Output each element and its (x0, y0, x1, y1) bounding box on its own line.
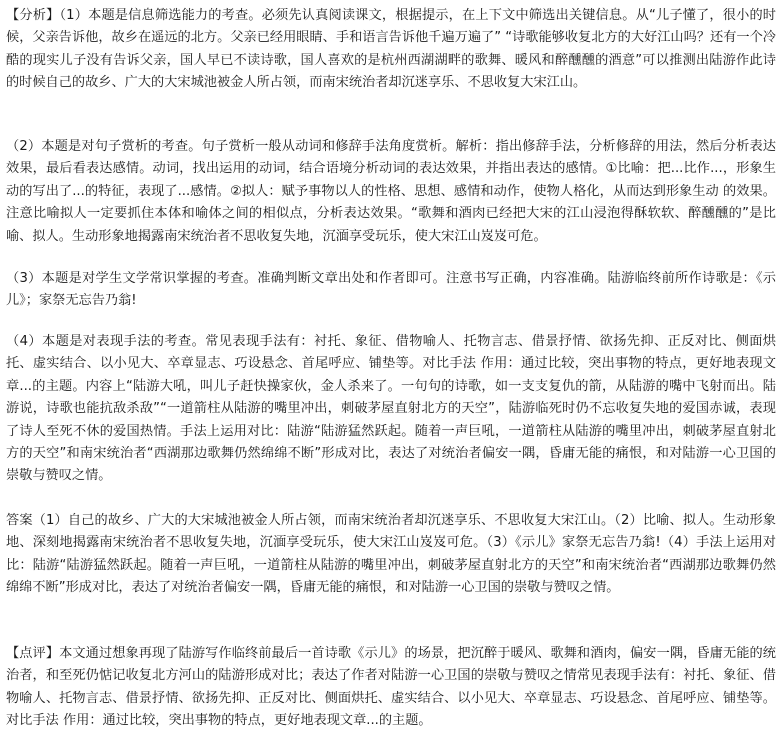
analysis-paragraph-4: （4）本题是对表现手法的考查。常见表现手法有：衬托、象征、借物喻人、托物言志、借景抒情、欲扬先抑、正反对比、侧面烘托、虚实结合、以小见大、卒章显志、巧设悬念、首尾呼应、铺垫等。对比手法 作用：通过比较，突出事物的特点，更好地表现文章...的主题。内容上“陆游大吼，叫儿子赶快操家伙，金人杀来了。一句句的诗歌，如一支支复仇的箭，从陆游的嘴中飞射而出。陆游说，诗歌也能抗敌杀敌”“一道箭柱从陆游的嘴里冲出，刺破茅屋直射北方的天空”，陆游临死时仍不忘收复失地的爱国赤诚，表现了诗人至死不休的爱国热情。手法上运用对比：陆游“陆游猛然跃起。随着一声巨吼，一道箭柱从陆游的嘴里冲出，刺破茅屋直射北方的天空”和南宋统治者“西湖那边歌舞仍然绵绵不断”形成对比，表达了对统治者偏安一隅，昏庸无能的痛恨，和对陆游一心卫国的崇敬与赞叹之情。 (6, 334, 776, 484)
analysis-paragraph-3: （3）本题是对学生文学常识掌握的考查。准确判断文章出处和作者即可。注意书写正确，内容准确。陆游临终前所作诗歌是：《示儿》；家祭无忘告乃翁! (6, 271, 776, 309)
answer-paragraph: 答案（1）自己的故乡、广大的大宋城池被金人所占领，而南宋统治者却沉迷享乐、不思收复大宋江山。（2）比喻、拟人。生动形象地、深刻地揭露南宋统治者不思收复失地，沉湎享受玩乐，使大宋江山岌岌可危。（3）《示儿》家祭无忘告乃翁!（4）手法上运用对比：陆游“陆游猛然跃起。随着一声巨吼，一道箭柱从陆游的嘴里冲出，刺破茅屋直射北方的天空”和南宋统治者“西湖那边歌舞仍然绵绵不断”形成对比，表达了对统治者偏安一隅，昏庸无能的痛恨，和对陆游一心卫国的崇敬与赞叹之情。 (6, 513, 776, 596)
comment-paragraph: 【点评】本文通过想象再现了陆游写作临终前最后一首诗歌《示儿》的场景，把沉醉于暖风、歌舞和酒肉，偏安一隅，昏庸无能的统治者，和至死仍惦记收复北方河山的陆游形成对比；表达了作者对陆游一心卫国的崇敬与赞叹之情常见表现手法有：衬托、象征、借物喻人、托物言志、借景抒情、欲扬先抑、正反对比、侧面烘托、虚实结合、以小见大、卒章显志、巧设悬念、首尾呼应、铺垫等。对比手法 作用：通过比较，突出事物的特点，更好地表现文章...的主题。 (6, 646, 776, 729)
analysis-paragraph-2: （2）本题是对句子赏析的考查。句子赏析一般从动词和修辞手法角度赏析。解析：指出修辞手法，分析修辞的用法，然后分析表达效果，最后看表达感情。动词，找出运用的动词，结合语境分析动词的表达效果，并指出表达的感情。①比喻：把...比作...，形象生动的写出了...的特征，表现了...感情。②拟人：赋予事物以人的性格、思想、感情和动作，使物人格化，从而达到形象生动 的效果。注意比喻拟人一定要抓住本体和喻体之间的相似点，分析表达效果。“歌舞和酒肉已经把大宋的江山浸泡得酥软软、醉醺醺的”是比喻、拟人。生动形象地揭露南宋统治者不思收复失地，沉湎享受玩乐，使大宋江山岌岌可危。 (6, 139, 776, 244)
analysis-paragraph-1: 【分析】（1）本题是信息筛选能力的考查。必须先认真阅读课文，根据提示，在上下文中筛选出关键信息。从“儿子懂了，很小的时候，父亲告诉他，故乡在遥远的北方。父亲已经用眼睛、手和语言告诉他千遍万遍了” “诗歌能够收复北方的大好江山吗？还有一个冷酷的现实儿子没有告诉父亲，国人早已不读诗歌，国人喜欢的是杭州西湖湖畔的歌舞、暖风和醉醺醺的酒意”可以推测出陆游作此诗的时候自己的故乡、广大的大宋城池被金人所占领，而南宋统治者却沉迷享乐、不思收复大宋江山。 (6, 8, 776, 91)
